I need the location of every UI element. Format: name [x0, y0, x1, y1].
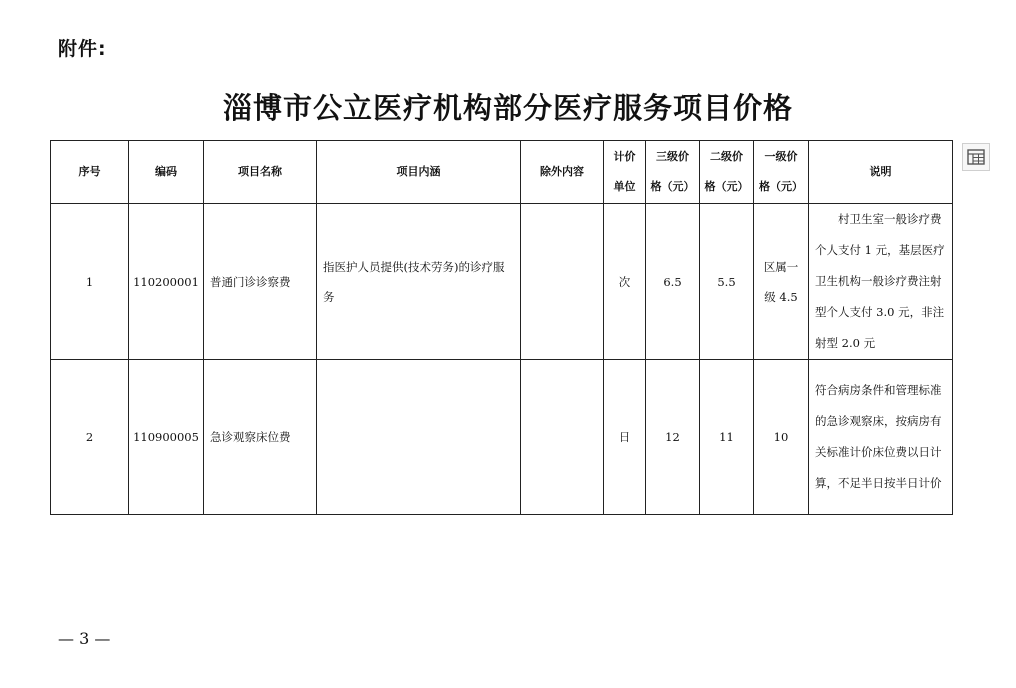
header-price3-line2: 格（元）	[650, 180, 695, 193]
row1-note: 村卫生室一般诊疗费个人支付 1 元，基层医疗卫生机构一般诊疗费注射型个人支付 3.0 元，非注射型 2.0 元	[809, 204, 953, 360]
header-price1-line2: 格（元）	[759, 180, 803, 193]
row1-code: 110200001	[129, 204, 204, 360]
table-header-row	[51, 141, 953, 204]
table-row	[51, 360, 953, 515]
row2-note: 符合病房条件和管理标准的急诊观察床，按病房有关标准计价床位费以日计算，不足半日按半日计价	[809, 360, 953, 515]
attachment-label: 附件:	[58, 38, 107, 60]
row1-price1	[754, 204, 809, 360]
header-name: 项目名称	[204, 141, 317, 204]
row1-content: 指医护人员提供(技术劳务)的诊疗服务	[317, 204, 521, 360]
row2-price3: 12	[646, 360, 700, 515]
header-content: 项目内涵	[317, 141, 521, 204]
row2-seq: 2	[51, 360, 129, 515]
header-unit-line2: 单位	[613, 180, 636, 193]
header-note: 说明	[809, 141, 953, 204]
row1-price1-line1: 区属一	[763, 259, 799, 274]
row2-price2: 11	[700, 360, 754, 515]
header-price1	[754, 141, 809, 204]
page-number: — 3 —	[58, 629, 111, 648]
header-price3-line1: 三级价	[656, 150, 689, 163]
row2-unit: 日	[604, 360, 646, 515]
header-price2-line1: 二级价	[710, 150, 743, 163]
header-price1-line1: 一级价	[764, 150, 798, 163]
header-price3	[646, 141, 700, 204]
header-exclusion: 除外内容	[521, 141, 604, 204]
header-seq: 序号	[51, 141, 129, 204]
header-price2	[700, 141, 754, 204]
row2-exclusion	[521, 360, 604, 515]
document-view-icon[interactable]	[962, 143, 990, 171]
row1-price1-line2: 级 4.5	[764, 289, 798, 304]
row1-name: 普通门诊诊察费	[204, 204, 317, 360]
row2-price1: 10	[754, 360, 809, 515]
header-code: 编码	[129, 141, 204, 204]
row2-content	[317, 360, 521, 515]
row1-price2: 5.5	[700, 204, 754, 360]
table-row	[51, 204, 953, 360]
row2-code: 110900005	[129, 360, 204, 515]
row1-unit: 次	[604, 204, 646, 360]
header-unit-line1: 计价	[613, 150, 636, 163]
header-price2-line2: 格（元）	[704, 180, 749, 193]
row1-seq: 1	[51, 204, 129, 360]
page-title: 淄博市公立医疗机构部分医疗服务项目价格	[222, 91, 793, 125]
header-unit	[604, 141, 646, 204]
row1-price3: 6.5	[646, 204, 700, 360]
row1-exclusion	[521, 204, 604, 360]
price-table	[50, 140, 953, 515]
row2-name: 急诊观察床位费	[204, 360, 317, 515]
document-view-icon-glyph	[966, 147, 986, 167]
